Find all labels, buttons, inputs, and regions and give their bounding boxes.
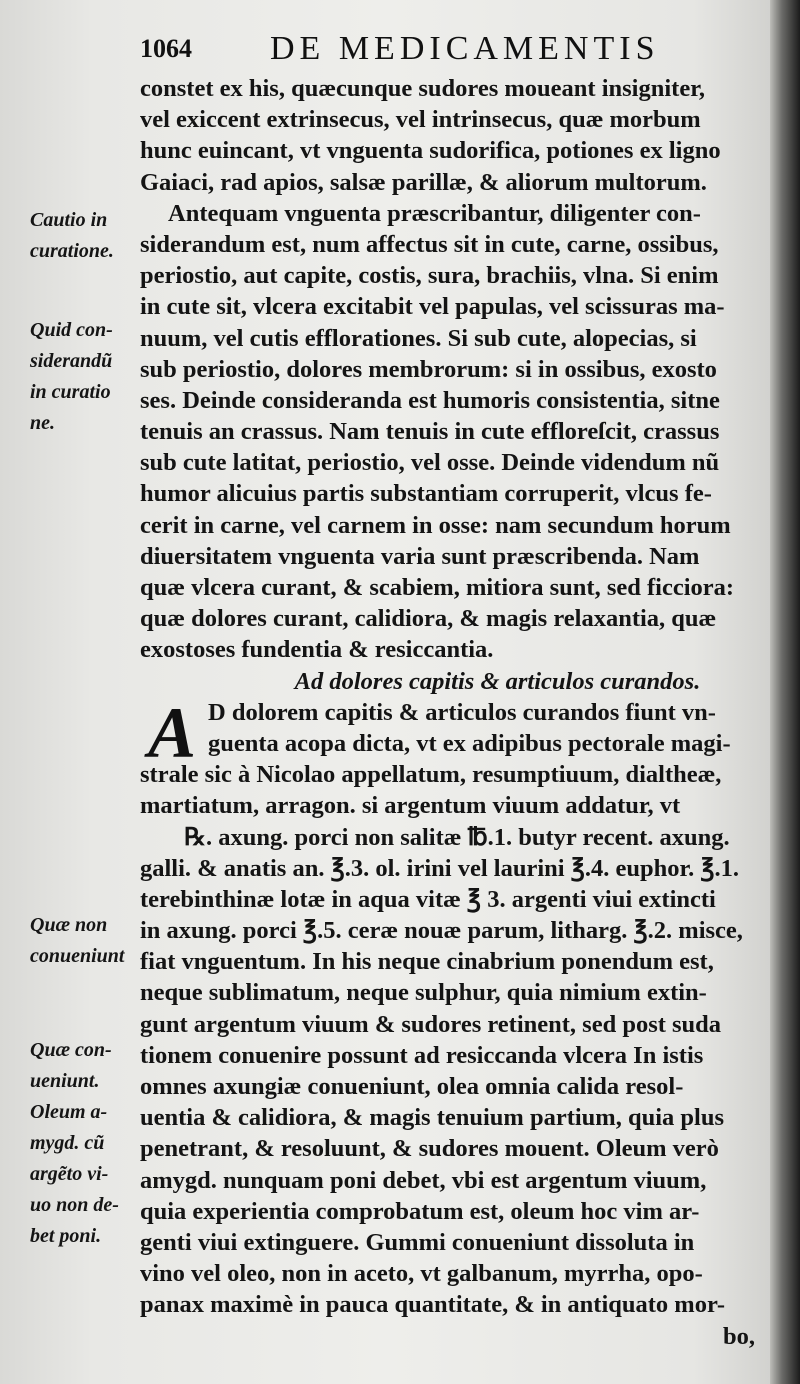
- main-text-block: [140, 73, 765, 1352]
- text-line: D dolorem capitis & articulos curandos fiunt vn-: [208, 698, 716, 726]
- text-line: in cute sit, vlcera excitabit vel papulas, vel scissuras ma-: [140, 293, 725, 321]
- text-line: hunc euincant, vt vnguenta sudorifica, potiones ex ligno: [140, 137, 721, 165]
- page-number: 1064: [140, 34, 192, 63]
- text-line: quæ dolores curant, calidiora, & magis relaxantia, quæ: [140, 605, 717, 633]
- text-line: quia experientia comprobatum est, oleum hoc vim ar-: [140, 1197, 700, 1225]
- text-line: quæ vlcera curant, & scabiem, mitiora sunt, sed ficciora:: [140, 574, 735, 601]
- text-line: siderandum est, num affectus sit in cute, carne, ossibus,: [140, 230, 719, 258]
- text-line: ses. Deinde consideranda est humoris consistentia, sitne: [140, 386, 720, 414]
- section-heading: Ad dolores capitis & articulos curandos.: [294, 667, 701, 695]
- text-line: uentia & calidiora, & magis tenuium partium, quia plus: [140, 1104, 724, 1132]
- text-line: humor alicuius partis substantiam corruperit, vlcus fe-: [140, 480, 712, 508]
- running-title: DE MEDICAMENTIS: [270, 30, 660, 67]
- margin-note: Quæ non conueniunt: [30, 914, 125, 967]
- text-line: in axung. porci ℥.5. ceræ nouæ parum, litharg. ℥.2. misce,: [140, 917, 743, 945]
- margin-note: Cautio in curatione.: [30, 209, 114, 262]
- text-line: exostoses fundentia & resiccantia.: [140, 636, 494, 664]
- recipe-line: ℞. axung. porci non salitæ ℔.1. butyr recent. axung.: [184, 823, 730, 851]
- text-line: sub cute latitat, periostio, vel osse. Deinde videndum nũ: [140, 449, 720, 477]
- text-line: fiat vnguentum. In his neque cinabrium ponendum est,: [140, 948, 714, 976]
- text-line: martiatum, arragon. si argentum viuum addatur, vt: [140, 792, 681, 820]
- dropcap-letter: A: [148, 692, 197, 773]
- text-line: sub periostio, dolores membrorum: si in ossibus, exosto: [140, 355, 717, 383]
- text-line: vino vel oleo, non in aceto, vt galbanum, myrrha, opo-: [140, 1260, 703, 1288]
- dropcap-paragraph: [140, 692, 765, 773]
- text-line: amygd. nunquam poni debet, vbi est argentum viuum,: [140, 1166, 707, 1194]
- text-line: gunt argentum viuum & sudores retinent, sed post suda: [140, 1010, 722, 1038]
- text-line: cerit in carne, vel carnem in osse: nam secundum horum: [140, 511, 731, 539]
- text-line: Antequam vnguenta præscribantur, diligenter con-: [168, 199, 701, 227]
- text-line: diuersitatem vnguenta varia sunt præscribenda. Nam: [140, 542, 700, 570]
- margin-note: Quæ con- ueniunt. Oleum a- mygd. cũ argẽto vi- uo non de- bet poni.: [30, 1039, 119, 1247]
- text-line: strale sic à Nicolao appellatum, resumptiuum, dialtheæ,: [140, 761, 722, 789]
- margin-note: Quid con- siderandũ in curatio ne.: [30, 319, 113, 434]
- text-line: vel exiccent extrinsecus, vel intrinsecus, quæ morbum: [140, 106, 701, 134]
- page-gutter-shadow: [770, 0, 800, 1384]
- text-line: galli. & anatis an. ℥.3. ol. irini vel laurini ℥.4. euphor. ℥.1.: [140, 854, 739, 882]
- text-line: guenta acopa dicta, vt ex adipibus pectorale magi-: [208, 729, 731, 757]
- text-line: terebinthinæ lotæ in aqua vitæ ℥ 3. argenti viui extincti: [140, 885, 716, 913]
- text-line: constet ex his, quæcunque sudores moueant insigniter,: [140, 75, 705, 102]
- text-line: omnes axungiæ conueniunt, olea omnia calida resol-: [140, 1073, 684, 1100]
- text-line: Gaiaci, rad apios, salsæ parillæ, & aliorum multorum.: [140, 168, 707, 196]
- text-line: periostio, aut capite, costis, sura, brachiis, vlna. Si enim: [140, 262, 719, 290]
- text-line: genti viui extinguere. Gummi conueniunt dissoluta in: [140, 1228, 695, 1256]
- text-line: tenuis an crassus. Nam tenuis in cute effloreſcit, crassus: [140, 418, 720, 446]
- text-line: tionem conuenire possunt ad resiccanda vlcera In istis: [140, 1041, 704, 1069]
- text-line: panax maximè in pauca quantitate, & in antiquato mor-: [140, 1291, 726, 1319]
- text-line: bo,: [722, 1322, 755, 1350]
- text-line: nuum, vel cutis efflorationes. Si sub cute, alopecias, si: [140, 324, 697, 352]
- text-line: penetrant, & resoluunt, & sudores mouent. Oleum verò: [140, 1135, 719, 1163]
- text-line: neque sublimatum, neque sulphur, quia nimium extin-: [140, 979, 707, 1007]
